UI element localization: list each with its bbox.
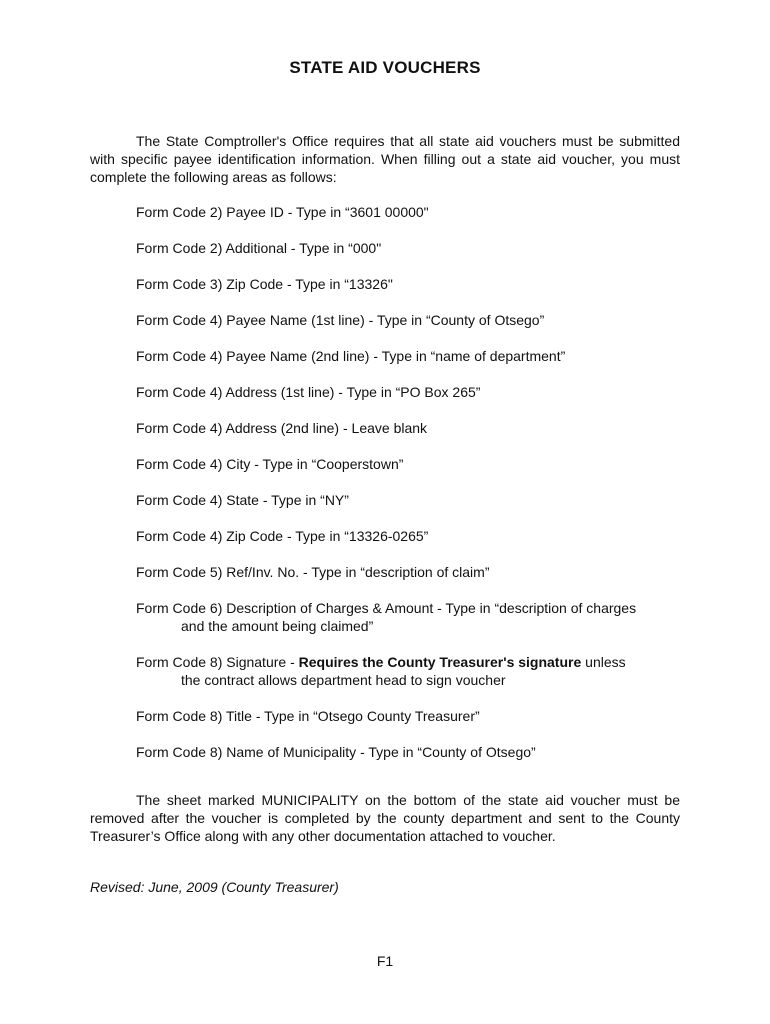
list-item-payee-id: Form Code 2) Payee ID - Type in “3601 00000" <box>136 204 429 220</box>
intro-paragraph: The State Comptroller's Office requires that all state aid vouchers must be submitted with specific payee identification information. When filling out a state aid voucher, you must complete the following areas as follows: <box>90 133 680 185</box>
signature-suffix: unless <box>581 654 626 670</box>
list-item-zip-code: Form Code 3) Zip Code - Type in “13326" <box>136 276 393 292</box>
list-item-city: Form Code 4) City - Type in “Cooperstown” <box>136 456 404 472</box>
list-item-title: Form Code 8) Title - Type in “Otsego County Treasurer” <box>136 708 480 724</box>
list-item-additional: Form Code 2) Additional - Type in “000" <box>136 240 382 256</box>
list-item-zip-code-4: Form Code 4) Zip Code - Type in “13326-0265” <box>136 528 429 544</box>
list-item-state: Form Code 4) State - Type in “NY” <box>136 492 349 508</box>
list-item-municipality: Form Code 8) Name of Municipality - Type in “County of Otsego” <box>136 744 536 760</box>
page-number: F1 <box>376 953 394 969</box>
charges-line-1: Form Code 6) Description of Charges & Amount - Type in “description of charges <box>136 600 637 616</box>
charges-line-2: and the amount being claimed” <box>181 618 374 634</box>
signature-line-2: the contract allows department head to sign voucher <box>181 672 506 688</box>
list-item-address-1: Form Code 4) Address (1st line) - Type in “PO Box 265” <box>136 384 481 400</box>
list-item-payee-name-1: Form Code 4) Payee Name (1st line) - Type in “County of Otsego” <box>136 312 545 328</box>
list-item-signature <box>136 653 696 689</box>
list-item-payee-name-2: Form Code 4) Payee Name (2nd line) - Type in “name of department” <box>136 348 566 364</box>
form-code-list <box>136 203 696 779</box>
revision-note: Revised: June, 2009 (County Treasurer) <box>90 879 339 895</box>
list-item-address-2: Form Code 4) Address (2nd line) - Leave blank <box>136 420 428 436</box>
list-item-ref-inv: Form Code 5) Ref/Inv. No. - Type in “description of claim” <box>136 564 490 580</box>
closing-paragraph: The sheet marked MUNICIPALITY on the bottom of the state aid voucher must be removed after the voucher is completed by the county department and sent to the County Treasurer’s Office along with any other documentation attached to voucher. <box>90 792 680 844</box>
page-title: STATE AID VOUCHERS <box>289 58 481 77</box>
list-item-description-charges <box>136 599 696 635</box>
signature-requirement: Requires the County Treasurer's signature <box>298 654 582 670</box>
signature-prefix: Form Code 8) Signature - <box>136 654 299 670</box>
